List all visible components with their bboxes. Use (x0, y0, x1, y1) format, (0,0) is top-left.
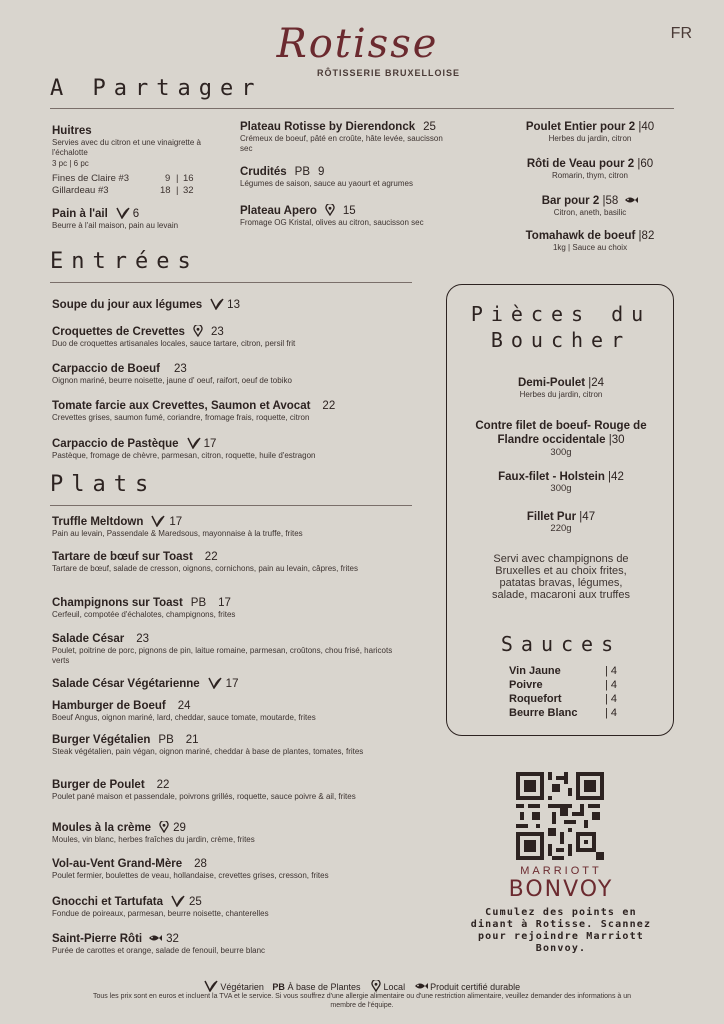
item-desc: Pastèque, fromage de chèvre, parmesan, citron, roquette, huile d'estragon (52, 451, 316, 460)
item-price: 25 (188, 896, 202, 908)
item-price: 17 (225, 678, 239, 690)
item-price: 42 (611, 471, 624, 483)
huitres-item: Huitres Servies avec du citron et une vinaigrette à l'échalotte 3 pc | 6 pc Fines de Claire #3 9 | 16 Gillardeau #3 18 | 32 (52, 125, 222, 199)
item-desc: Tartare de bœuf, salade de cresson, oignons, cornichons, pain au levain, câpres, frites (52, 564, 358, 573)
shared-large-item: Poulet Entier pour 2 |40 Herbes du jardin, citron (505, 121, 675, 144)
boucher-panel (446, 284, 674, 736)
item-desc: Romarin, thym, citron (551, 171, 629, 180)
item-price: 6 (132, 208, 140, 220)
shared-large-item: Bar pour 2 |58 Citron, aneth, basilic (505, 195, 675, 218)
item-price: 23 (174, 363, 187, 375)
shared-large-item: Tomahawk de boeuf |82 1kg | Sauce au choix (505, 230, 675, 253)
item-price: 23 (136, 633, 150, 645)
plateau-apero-item (240, 204, 480, 228)
item-desc: Crevettes grises, saumon fumé, coriandre, fromage frais, roquette, citron (52, 413, 310, 422)
item-name: Bar pour 2 (541, 195, 600, 207)
item-name: Croquettes de Crevettes (52, 326, 185, 338)
boucher-note: Servi avec champignons de Bruxelles et au choix frites, patatas bravas, légumes, salade, macaroni aux truffes (492, 553, 630, 601)
vegetarian-icon (116, 207, 130, 219)
menu-item (52, 779, 422, 802)
oyster-name: Fines de Claire #3 (52, 173, 130, 184)
item-name: Carpaccio de Pastèque (52, 438, 179, 450)
bonvoy-text: Cumulez des points en dinant à Rotisse. Scannez pour rejoindre Marriott Bonvoy. (470, 907, 652, 954)
legend-local: Local (383, 982, 406, 992)
crudites-item (240, 166, 480, 189)
item-name: Carpaccio de Boeuf (52, 363, 160, 375)
item-name: Salade César (52, 633, 125, 645)
sauce-price: | 4 (605, 679, 618, 691)
brand-block (245, 22, 470, 78)
item-desc: Citron, aneth, basilic (553, 208, 627, 217)
plateau-rotisse-item (240, 121, 480, 154)
item-name: Burger Végétalien (52, 734, 151, 746)
item-name: Huitres (52, 125, 92, 137)
item-name: Plateau Rotisse by Dierendonck (240, 121, 416, 133)
vegetarian-icon (208, 677, 222, 689)
item-desc: Oignon mariné, beurre noisette, jaune d' oeuf, raifort, oeuf de tobiko (52, 376, 292, 385)
item-desc: Moules, vin blanc, herbes fraîches du jardin, crème, frites (52, 835, 255, 844)
local-icon (371, 980, 381, 992)
item-desc: Poulet, poitrine de porc, pignons de pin, laitue romaine, parmesan, croûtons, chou frisé, haricots verts (52, 646, 393, 665)
item-desc: Poulet pané maison et passendale, poivrons grillés, roquette, sauce poivre & ail, frites (52, 792, 356, 801)
oyster-price: 9 (165, 173, 171, 184)
vegetarian-icon (151, 515, 165, 527)
vegetarian-icon (187, 437, 201, 449)
menu-item (52, 551, 422, 574)
sauce-name: Roquefort (509, 693, 562, 705)
item-desc: Crémeux de boeuf, pâté en croûte, hâte levée, saucisson sec (240, 134, 443, 153)
sustainable-fish-icon (148, 933, 162, 943)
item-name: Rôti de Veau pour 2 (526, 158, 635, 170)
item-price: 23 (210, 326, 224, 338)
oyster-price: 16 (183, 173, 194, 184)
item-desc: Herbes du jardin, citron (548, 134, 632, 143)
item-price: 17 (203, 438, 217, 450)
oyster-price: 32 (183, 185, 194, 196)
item-name: Hamburger de Boeuf (52, 700, 166, 712)
language-selector[interactable]: FR (670, 25, 692, 42)
item-name: Moules à la crème (52, 822, 152, 834)
item-name: Vol-au-Vent Grand-Mère (52, 858, 183, 870)
item-desc: Fromage OG Kristal, olives au citron, saucisson sec (240, 218, 424, 227)
item-name: Champignons sur Toast (52, 597, 183, 609)
item-desc: 1kg | Sauce au choix (552, 243, 628, 252)
menu-item (52, 858, 422, 881)
sauce-name: Vin Jaune (509, 665, 561, 677)
local-icon (193, 325, 203, 337)
item-price: 17 (218, 597, 231, 609)
boucher-title: Boucher (490, 328, 632, 352)
sauce-name: Poivre (509, 679, 543, 691)
item-desc: Herbes du jardin, citron (519, 390, 603, 399)
item-name: Fillet Pur (526, 511, 577, 523)
item-name: Salade César Végétarienne (52, 678, 200, 690)
menu-item (52, 325, 422, 349)
item-price: 40 (641, 121, 655, 133)
item-name: Demi-Poulet (517, 377, 586, 389)
item-price: 47 (582, 511, 596, 523)
legend-pb-label: À base de Plantes (287, 982, 361, 992)
legend (0, 980, 724, 992)
vegetarian-icon (171, 895, 185, 907)
oyster-name: Gillardeau #3 (52, 185, 109, 196)
oyster-price: 18 (160, 185, 171, 196)
item-desc: Boeuf Angus, oignon mariné, lard, cheddar, sauce tomate, moutarde, frites (52, 713, 316, 722)
item-name: Poulet Entier pour 2 (525, 121, 636, 133)
menu-item (52, 298, 422, 311)
divider (50, 505, 412, 506)
item-name: Tomate farcie aux Crevettes, Saumon et Avocat (52, 400, 311, 412)
menu-item (52, 734, 422, 757)
local-icon (325, 204, 335, 216)
item-name: Gnocchi et Tartufata (52, 896, 163, 908)
item-price: 60 (640, 158, 654, 170)
item-desc: Poulet fermier, boulettes de veau, hollandaise, crevettes grises, cresson, frites (52, 871, 329, 880)
legend-vegetarian: Végétarien (220, 982, 264, 992)
item-price: 32 (166, 933, 179, 945)
item-name: Tomahawk de boeuf (525, 230, 636, 242)
sauce-price: | 4 (605, 707, 618, 719)
menu-item (52, 515, 422, 539)
item-desc: 300g (550, 483, 572, 494)
vegan-tag: PB (158, 734, 174, 746)
footer-note: Tous les prix sont en euros et incluent la TVA et le service. Si vous souffrez d'une allergie alimentaire ou d'une restriction alimentaire, veuillez demander des informations à un membre de l'équipe. (92, 993, 632, 1009)
marriott-logo: MARRIOTT (520, 865, 602, 877)
item-price: 25 (423, 121, 436, 133)
item-price: 22 (204, 551, 218, 563)
item-name: Burger de Poulet (52, 779, 145, 791)
item-price: 22 (322, 400, 336, 412)
item-name: Crudités (240, 166, 287, 178)
item-price: 58 (605, 195, 619, 207)
item-price: 30 (611, 434, 625, 446)
item-desc: Légumes de saison, sauce au yaourt et agrumes (240, 179, 413, 188)
item-name: Truffle Meltdown (52, 516, 144, 528)
item-desc: 220g (550, 523, 572, 534)
menu-item (52, 895, 422, 919)
sustainable-fish-icon (624, 195, 638, 205)
menu-item (52, 677, 422, 690)
item-price: 13 (227, 299, 240, 311)
menu-item (52, 363, 422, 386)
menu-item (52, 933, 422, 956)
item-desc: Cerfeuil, compotée d'échalotes, champignons, frites (52, 610, 236, 619)
section-title-a-partager: A Partager (50, 76, 263, 101)
item-price: 15 (342, 205, 356, 217)
vegan-tag: PB (190, 597, 207, 609)
vegetarian-icon (210, 298, 224, 310)
legend-durable: Produit certifié durable (430, 982, 521, 992)
bonvoy-logo: BONVOY (508, 877, 614, 902)
qr-code[interactable] (516, 772, 604, 860)
local-icon (159, 821, 169, 833)
item-name: Soupe du jour aux légumes (52, 299, 203, 311)
item-desc: 300g (550, 447, 572, 458)
item-price: 24 (177, 700, 191, 712)
menu-item (52, 400, 422, 423)
divider (50, 282, 412, 283)
vegetarian-icon (204, 980, 218, 992)
item-desc: Steak végétalien, pain végan, oignon mariné, cheddar à base de plantes, tomates, frites (52, 747, 364, 756)
section-title-entrees: Entrées (50, 249, 199, 274)
boucher-title: Pièces du (470, 302, 652, 326)
legend-pb: PB (272, 982, 285, 992)
item-price: 24 (591, 377, 605, 389)
item-name: Tartare de bœuf sur Toast (52, 551, 193, 563)
item-name: Faux-filet - Holstein (498, 471, 605, 483)
section-title-plats: Plats (50, 472, 157, 497)
item-price: 28 (194, 858, 207, 870)
vegan-tag: PB (294, 166, 310, 178)
brand-logo: Rotisse (276, 21, 439, 67)
pain-item (52, 207, 232, 231)
sauce-price: | 4 (605, 693, 618, 705)
brand-subtitle: RÔTISSERIE BRUXELLOISE (316, 68, 460, 78)
item-name: Saint-Pierre Rôti (52, 933, 143, 945)
menu-item (52, 633, 422, 666)
item-desc: Purée de carottes et orange, salade de fenouil, beurre blanc (52, 946, 266, 955)
shared-large-item: Rôti de Veau pour 2 |60 Romarin, thym, citron (505, 158, 675, 181)
item-name: Plateau Apero (240, 205, 317, 217)
item-price: 17 (169, 516, 183, 528)
item-price: 21 (185, 734, 199, 746)
boucher-item: Fillet Pur |47 220g (447, 511, 675, 534)
sauce-name: Beurre Blanc (509, 707, 578, 719)
item-price: 29 (173, 822, 186, 834)
boucher-item: Demi-Poulet |24 Herbes du jardin, citron (447, 377, 675, 400)
item-desc: Fondue de poireaux, parmesan, beurre noisette, chanterelles (52, 909, 269, 918)
item-desc: Servies avec du citron et une vinaigrette à l'échalotte (52, 138, 201, 157)
item-price: 82 (641, 230, 655, 242)
sustainable-fish-icon (414, 981, 428, 991)
item-desc: Pain au levain, Passendale & Maredsous, mayonnaise à la truffe, frites (52, 529, 303, 538)
menu-item (52, 597, 422, 620)
item-name: Contre filet de boeuf- Rouge de Flandre occidentale (475, 420, 647, 446)
menu-item (52, 700, 422, 723)
item-desc: Beurre à l'ail maison, pain au levain (52, 221, 179, 230)
divider (50, 108, 674, 109)
boucher-item: Contre filet de boeuf- Rouge de Flandre occidentale |30 300g (447, 419, 675, 458)
item-name: Pain à l'ail (52, 208, 108, 220)
menu-item (52, 437, 422, 461)
boucher-item: Faux-filet - Holstein |42 300g (447, 471, 675, 494)
menu-item (52, 821, 422, 845)
item-price: 22 (156, 779, 170, 791)
item-price: 9 (318, 166, 325, 178)
sauces-title: Sauces (500, 632, 622, 656)
huitres-units: 3 pc | 6 pc (52, 159, 89, 168)
item-desc: Duo de croquettes artisanales locales, sauce tartare, citron, persil frit (52, 339, 296, 348)
sauce-price: | 4 (605, 665, 618, 677)
